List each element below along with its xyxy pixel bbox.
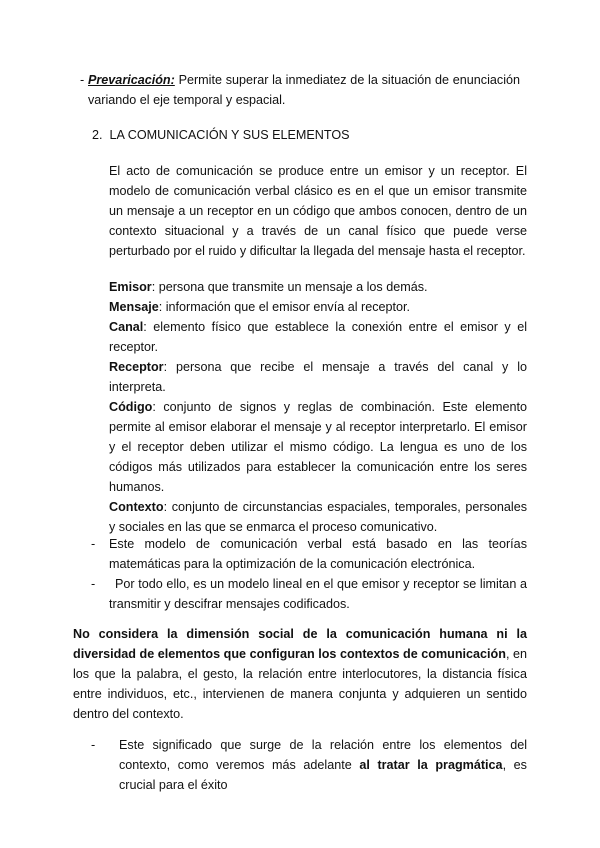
definition-codigo: Código: conjunto de signos y reglas de combinación. Este elemento permite al emisor elaborar el mensaje y al receptor interpretarlo. El emisor y el receptor deben utilizar el mismo código. La lengua es uno de los códigos más utilizados para establecer la comunicación entre los seres humanos. xyxy=(109,400,527,494)
critique-rest: , en los que la palabra, el gesto, la relación entre interlocutores, la distancia física entre individuos, etc., intervienen de manera conjunta y adquieren un sentido dentro del contexto. xyxy=(73,647,527,721)
section-title: LA COMUNICACIÓN Y SUS ELEMENTOS xyxy=(109,128,350,142)
critique-paragraph xyxy=(73,624,527,724)
prevaricacion-text: Permite superar la inmediatez de la situación de enunciación variando el eje temporal y espacial. xyxy=(88,73,521,107)
bullet-dash: - xyxy=(91,738,96,752)
bullet-dash: - xyxy=(80,73,85,87)
section-heading xyxy=(92,125,522,145)
critique-bold: No considera la dimensión social de la comunicación humana ni la diversidad de elementos que configuran los contextos de comunicación xyxy=(73,627,527,661)
intro-paragraph: El acto de comunicación se produce entre un emisor y un receptor. El modelo de comunicación verbal clásico es en el que un emisor transmite un mensaje a un receptor en un código que ambos conocen, dentro de un contexto situacional y a través de un canal físico que puede verse perturbado por el ruido y dificultar la llegada del mensaje hasta el receptor. xyxy=(109,164,527,258)
definition-canal: Canal: elemento físico que establece la conexión entre el emisor y el receptor. xyxy=(109,320,527,354)
bullet-dash: - xyxy=(91,537,96,551)
definition-mensaje: Mensaje: información que el emisor envía al receptor. xyxy=(109,300,411,314)
bullet-dash: - xyxy=(91,577,96,591)
definition-emisor: Emisor: persona que transmite un mensaje a los demás. xyxy=(109,280,428,294)
prevaricacion-paragraph xyxy=(88,70,520,110)
bullet-lineal: Por todo ello, es un modelo lineal en el que emisor y receptor se limitan a transmitir y descifrar mensajes codificados. xyxy=(109,577,527,611)
definition-receptor: Receptor: persona que recibe el mensaje a través del canal y lo interpreta. xyxy=(109,360,527,394)
bullet-significado: Este significado que surge de la relación entre los elementos del contexto, como veremos más adelante al tratar la pragmática, es crucial para el éxito xyxy=(119,738,527,792)
bullet-modelo: Este modelo de comunicación verbal está basado en las teorías matemáticas para la optimización de la comunicación electrónica. xyxy=(109,537,527,571)
prevaricacion-term: Prevaricación: xyxy=(88,73,175,87)
section-number: 2. xyxy=(92,128,103,142)
element-definitions xyxy=(109,277,527,537)
definition-contexto: Contexto: conjunto de circunstancias espaciales, temporales, personales y sociales en las que se enmarca el proceso comunicativo. xyxy=(109,500,527,534)
